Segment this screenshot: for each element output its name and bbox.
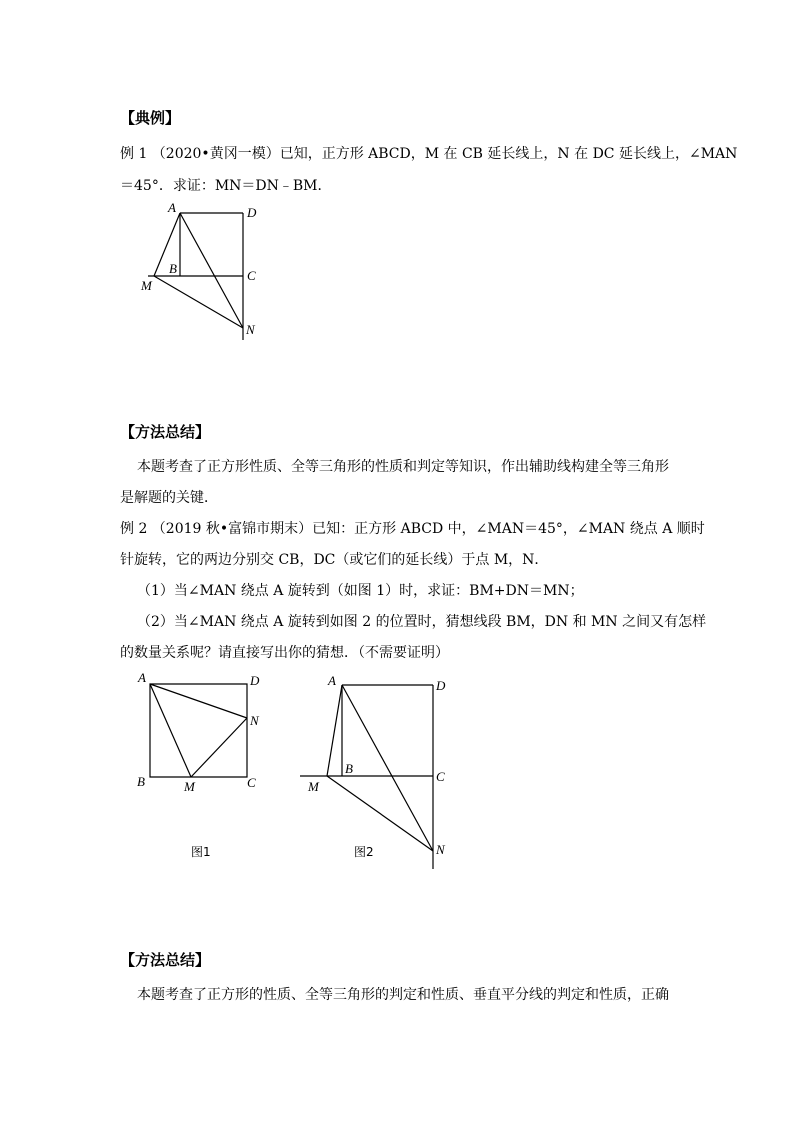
figure-2 — [296, 670, 456, 872]
label-c: C — [247, 775, 256, 790]
label-m: M — [141, 278, 152, 293]
square-abcd — [150, 684, 247, 777]
method-summary-1-line2: 是解题的关键． — [120, 490, 218, 506]
segment-mn — [327, 776, 433, 851]
segment-mn — [154, 276, 243, 328]
label-n: N — [246, 322, 255, 337]
method-summary-heading-2: 【方法总结】 — [120, 951, 211, 969]
label-n: N — [250, 713, 259, 728]
section-heading-example: 【典例】 — [120, 109, 181, 127]
figure-2-caption: 图2 — [354, 845, 374, 859]
example2-text-line1: 例 2 （2019 秋•富锦市期末）已知：正方形 ABCD 中，∠MAN＝45°，∠MAN 绕点 A 顺时 — [120, 521, 705, 537]
segment-an — [150, 684, 247, 718]
label-b: B — [169, 261, 177, 276]
example2-part2-continued: 的数量关系呢？请直接写出你的猜想．（不需要证明） — [120, 645, 449, 661]
method-summary-1-line1: 本题考查了正方形性质、全等三角形的性质和判定等知识，作出辅助线构建全等三角形 — [137, 459, 669, 475]
figure-1-caption: 图1 — [191, 845, 211, 859]
label-d: D — [247, 205, 257, 220]
label-a: A — [328, 673, 336, 688]
segment-am — [150, 684, 191, 777]
segment-am — [327, 685, 342, 776]
segment-an — [342, 685, 433, 851]
label-m: M — [184, 779, 195, 794]
label-m: M — [308, 779, 319, 794]
example1-text-line1: 例 1 （2020•黄冈一模）已知，正方形 ABCD，M 在 CB 延长线上，N 在 DC 延长线上，∠MAN — [120, 146, 738, 162]
label-d: D — [250, 673, 260, 688]
method-summary-heading-1: 【方法总结】 — [120, 423, 211, 441]
label-d: D — [436, 678, 446, 693]
label-a: A — [138, 670, 146, 685]
label-n: N — [436, 842, 445, 857]
example2-part2: （2）当∠MAN 绕点 A 旋转到如图 2 的位置时，猜想线段 BM，DN 和 MN 之间又有怎样 — [137, 614, 707, 630]
label-c: C — [436, 769, 445, 784]
label-a: A — [168, 200, 176, 215]
label-b: B — [345, 761, 353, 776]
example2-part1: （1）当∠MAN 绕点 A 旋转到（如图 1）时，求证：BM+DN＝MN； — [137, 583, 584, 599]
segment-an — [180, 213, 243, 328]
segment-mn — [191, 718, 247, 777]
example1-text-line2: ＝45°．求证：MN＝DN﹣BM． — [120, 178, 332, 194]
method-summary-2-line1: 本题考查了正方形的性质、全等三角形的判定和性质、垂直平分线的判定和性质，正确 — [137, 987, 669, 1003]
example2-text-line2: 针旋转，它的两边分别交 CB，DC（或它们的延长线）于点 M，N． — [120, 552, 549, 568]
figure-1 — [134, 668, 268, 868]
label-c: C — [247, 268, 256, 283]
label-b: B — [137, 774, 145, 789]
example1-figure — [130, 198, 270, 346]
